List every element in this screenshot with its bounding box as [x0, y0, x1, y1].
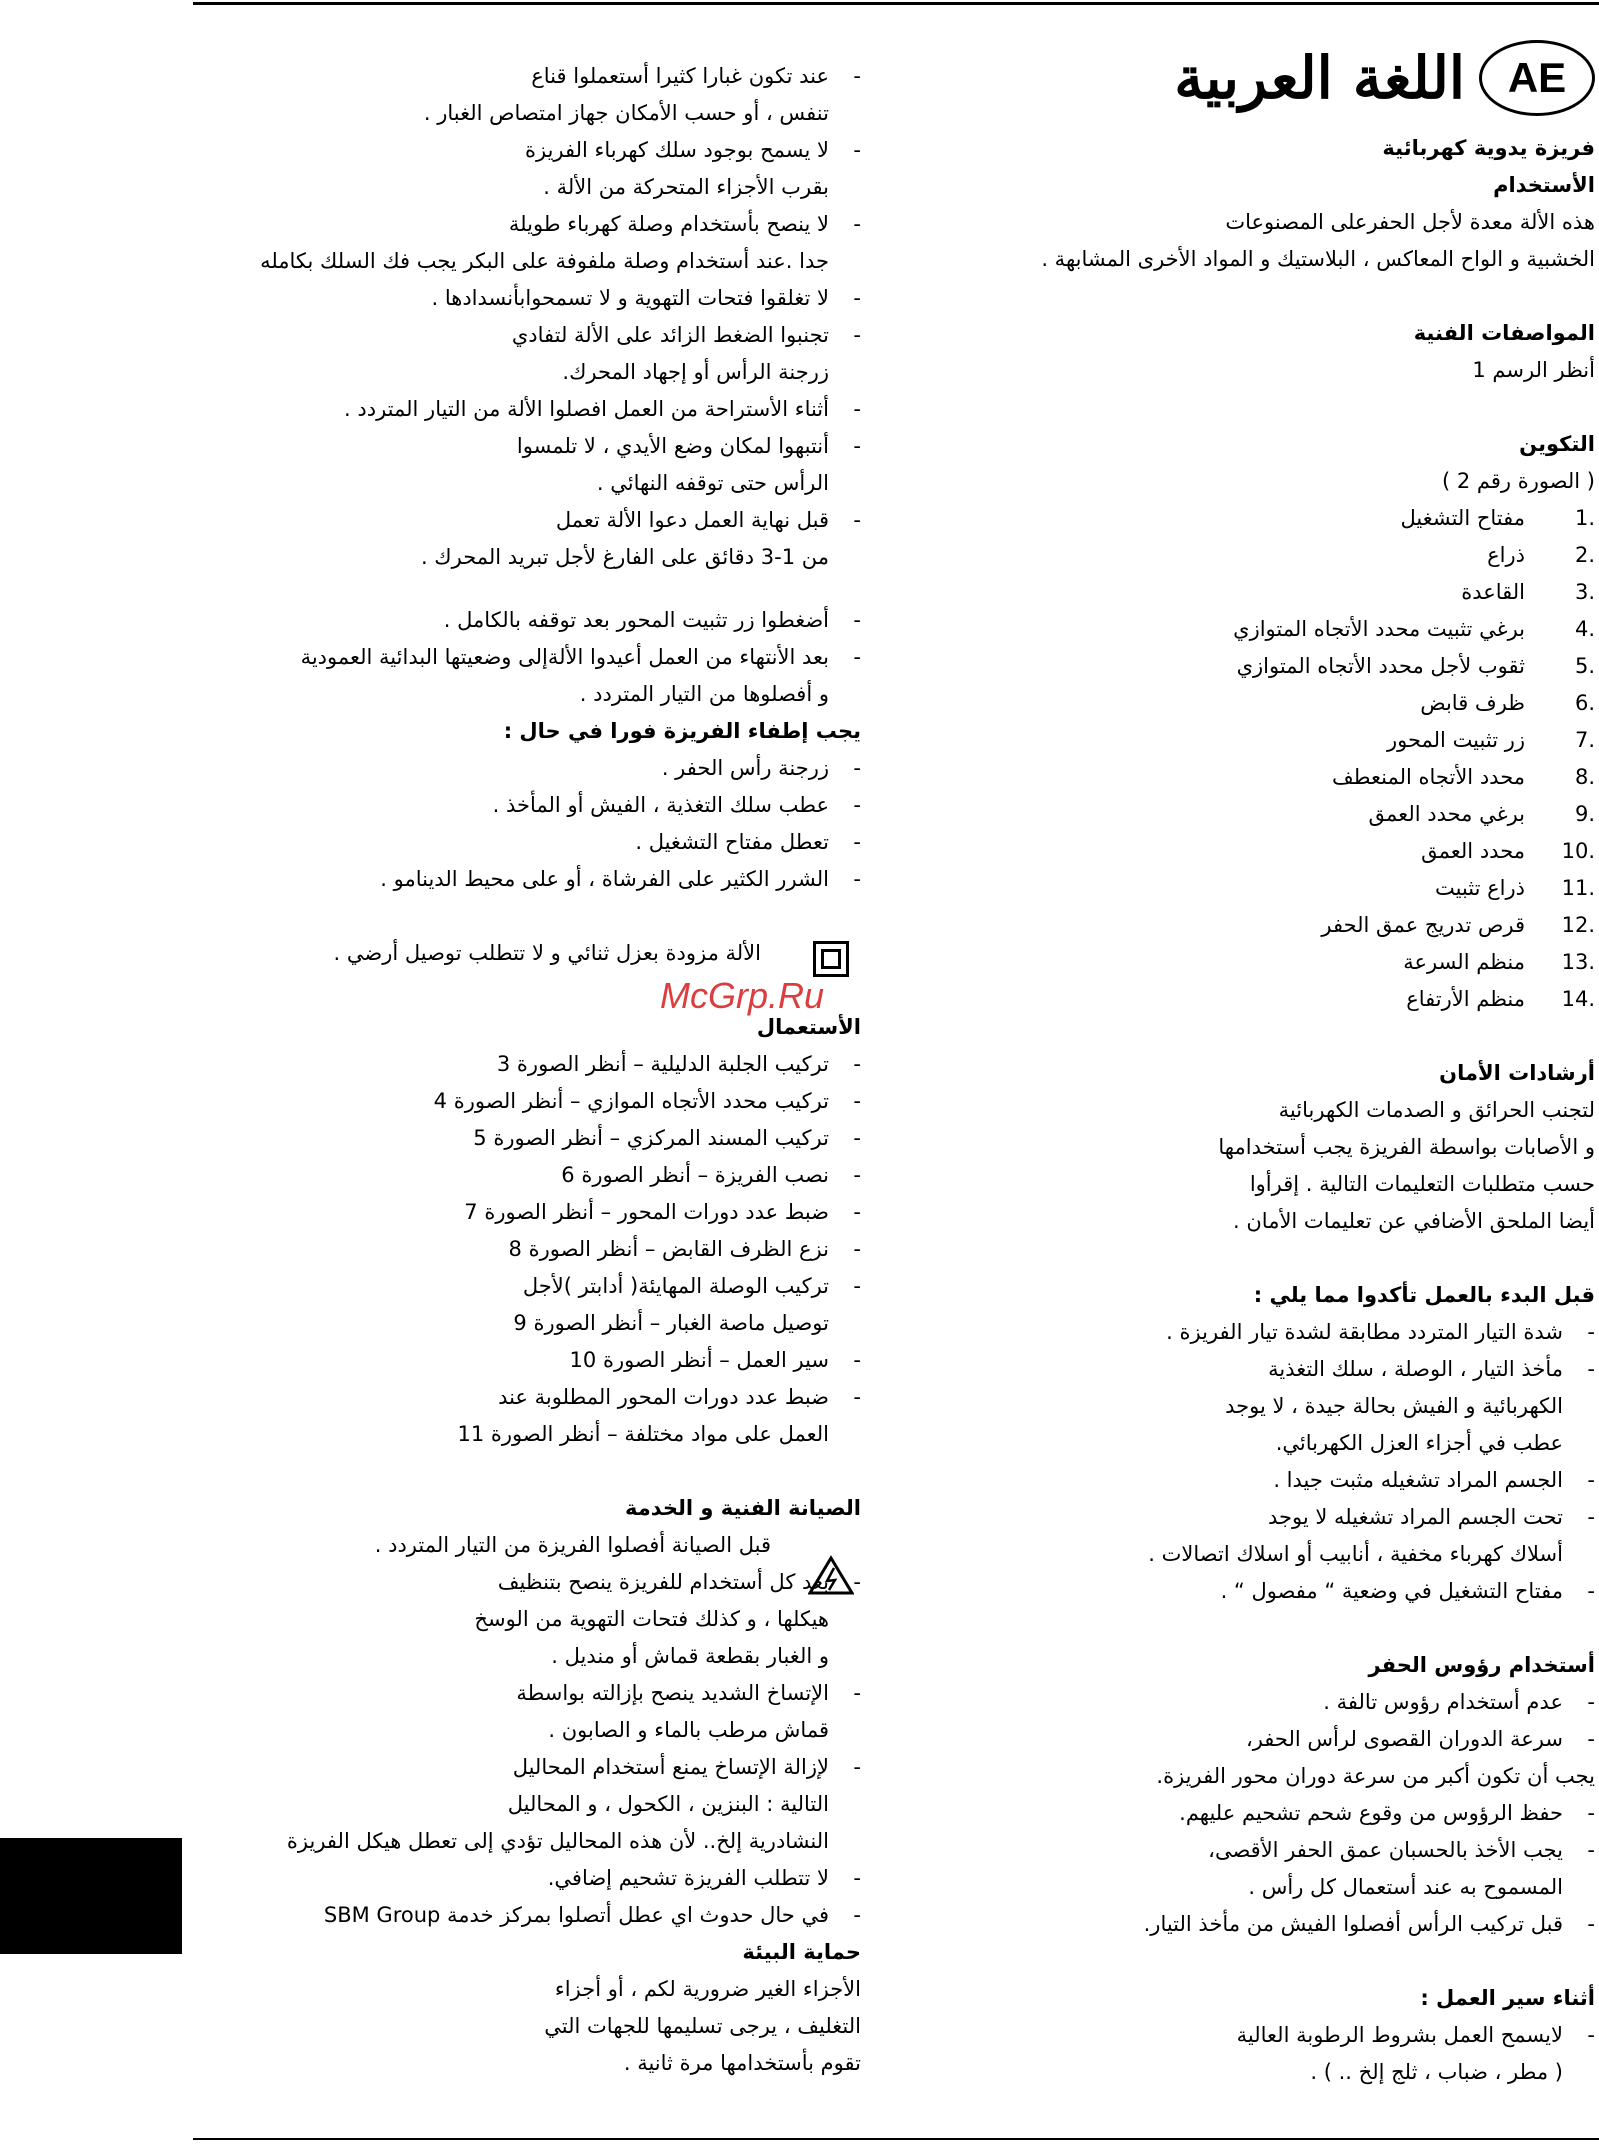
list-item-continuation — [193, 169, 861, 206]
list-item-text: يجب الأخذ بالحسبان عمق الحفر الأقصى، — [1208, 1838, 1563, 1862]
bullet-dash: - — [853, 1089, 861, 1113]
list-item-text: في حال حدوث اي عطل أتصلوا بمركز خدمة SBM Group — [323, 1903, 829, 1927]
during-heading: أثناء سير العمل : — [1420, 1986, 1595, 2010]
text-line-text: التغليف ، يرجى تسليمها للجهات التي — [544, 2014, 861, 2038]
bullet-dash: - — [1587, 2023, 1595, 2047]
part-item — [920, 611, 1595, 648]
list-item-text: نزع الظرف القابض – أنظر الصورة 8 — [508, 1237, 829, 1261]
list-item-continuation — [920, 1536, 1595, 1573]
list-item-continuation — [193, 1786, 861, 1823]
maintenance-warning: قبل الصيانة أفصلوا الفريزة من التيار المتردد . — [374, 1533, 771, 1557]
list-item-text: ضبط عدد دورات المحور – أنظر الصورة 7 — [464, 1200, 829, 1224]
list-item — [193, 602, 861, 639]
list-item-continuation-text: زرجنة الرأس أو إجهاد المحرك. — [562, 360, 829, 384]
part-label: منظم السرعة — [1403, 950, 1525, 974]
list-item-continuation — [193, 1712, 861, 1749]
part-label: قرص تدريج عمق الحفر — [1321, 913, 1525, 937]
title-text: اللغة العربية — [1174, 44, 1465, 112]
list-item — [920, 1499, 1595, 1536]
bullet-dash: - — [853, 756, 861, 780]
list-item-text: أثناء الأستراحة من العمل افصلوا الألة من التيار المتردد . — [344, 397, 829, 421]
bullet-dash: - — [1587, 1727, 1595, 1751]
bits-list — [920, 1684, 1595, 1943]
list-item — [193, 1194, 861, 1231]
item-number: 9. — [1574, 802, 1595, 826]
list-item — [920, 1721, 1595, 1758]
list-item-text: أنتبهوا لمكان وضع الأيدي ، لا تلمسوا — [516, 434, 829, 458]
part-label: محدد الأتجاه المنعطف — [1332, 765, 1525, 789]
item-number: 2. — [1574, 543, 1595, 567]
maintenance-list — [193, 1564, 861, 1934]
part-item — [920, 944, 1595, 981]
list-item-text: زرجنة رأس الحفر . — [661, 756, 829, 780]
part-item — [920, 833, 1595, 870]
list-item-text: شدة التيار المتردد مطابقة لشدة تيار الفريزة . — [1166, 1320, 1563, 1344]
list-item — [193, 1675, 861, 1712]
list-item-text: لإزالة الإتساخ يمنع أستخدام المحاليل — [512, 1755, 829, 1779]
bottom-rule — [193, 2138, 1599, 2140]
list-item — [193, 1860, 861, 1897]
list-item-continuation-text: ( مطر ، ضباب ، ثلج إلخ .. ) . — [1310, 2060, 1563, 2084]
electric-warning-icon — [808, 1555, 854, 1595]
list-item-text: حفظ الرؤوس من وقوع شحم تشحيم عليهم. — [1179, 1801, 1563, 1825]
list-item-continuation-text: يجب أن تكون أكبر من سرعة دوران محور الفريزة. — [1156, 1764, 1595, 1788]
list-item-text: عدم أستخدام رؤوس تالفة . — [1323, 1690, 1563, 1714]
list-item-continuation-text: النشادرية إلخ.. لأن هذه المحاليل تؤدي إلى تعطل هيكل الفريزة — [286, 1829, 829, 1853]
list-item-text: تركيب محدد الأتجاه الموازي – أنظر الصورة 4 — [433, 1089, 829, 1113]
bullet-dash: - — [1587, 1912, 1595, 1936]
list-item-text: الشرر الكثير على الفرشاة ، أو على محيط الدينامو . — [380, 867, 829, 891]
list-item-text: أضغطوا زر تثبيت المحور بعد توقفه بالكامل . — [443, 608, 829, 632]
list-item-text: تعطل مفتاح التشغيل . — [635, 830, 829, 854]
environment-heading: حماية البيئة — [742, 1940, 861, 1964]
list-item — [193, 1083, 861, 1120]
left-column — [193, 58, 861, 2082]
text-line — [193, 1971, 861, 2008]
bullet-dash: - — [1587, 1690, 1595, 1714]
safety-continued-list — [193, 58, 861, 576]
text-line-text: تقوم بأستخدامها مرة ثانية . — [623, 2051, 861, 2075]
list-item-continuation — [193, 539, 861, 576]
item-number: 1. — [1574, 506, 1595, 530]
specs-heading: المواصفات الفنية — [1413, 321, 1595, 345]
item-number: 13. — [1561, 950, 1595, 974]
list-item-continuation-text: تنفس ، أو حسب الأمكان جهاز امتصاص الغبار . — [423, 101, 829, 125]
item-number: 6. — [1574, 691, 1595, 715]
part-item — [920, 648, 1595, 685]
list-item-continuation — [193, 243, 861, 280]
list-item — [193, 206, 861, 243]
text-line — [920, 1092, 1595, 1129]
list-item-text: بعد الأنتهاء من العمل أعيدوا الألةإلى وضعيتها البدائية العمودية — [300, 645, 829, 669]
usage-heading: الأستخدام — [1493, 173, 1595, 197]
item-number: 14. — [1561, 987, 1595, 1011]
item-number: 7. — [1574, 728, 1595, 752]
during-list — [920, 2017, 1595, 2091]
list-item-text: نصب الفريزة – أنظر الصورة 6 — [561, 1163, 829, 1187]
page-tab-marker — [0, 1838, 182, 1954]
part-item — [920, 500, 1595, 537]
list-item-continuation — [193, 354, 861, 391]
bullet-dash: - — [853, 286, 861, 310]
part-label: زر تثبيت المحور — [1386, 728, 1525, 752]
bullet-dash: - — [853, 1903, 861, 1927]
bullet-dash: - — [853, 793, 861, 817]
double-insulation-icon — [813, 941, 849, 977]
safety-text — [920, 1092, 1595, 1240]
list-item — [193, 1157, 861, 1194]
item-number: 10. — [1561, 839, 1595, 863]
text-line-text: حسب متطلبات التعليمات التالية . إقرأوا — [1249, 1172, 1595, 1196]
list-item — [193, 280, 861, 317]
bullet-dash: - — [1587, 1357, 1595, 1381]
list-item-continuation-text: جدا .عند أستخدام وصلة ملفوفة على البكر يجب فك السلك بكامله — [260, 249, 829, 273]
list-item-continuation-text: المسموح به عند أستعمال كل رأس . — [1248, 1875, 1563, 1899]
bullet-dash: - — [1587, 1505, 1595, 1529]
part-label: مفتاح التشغيل — [1400, 506, 1525, 530]
part-label: ثقوب لأجل محدد الأتجاه المتوازي — [1236, 654, 1525, 678]
bullet-dash: - — [853, 1681, 861, 1705]
list-item — [193, 787, 861, 824]
list-item-text: لا تتطلب الفريزة تشحيم إضافي. — [547, 1866, 829, 1890]
use-list — [193, 1046, 861, 1453]
list-item-continuation — [193, 676, 861, 713]
list-item-text: عند تكون غبارا كثيرا أستعملوا قناع — [531, 64, 829, 88]
list-item-continuation-text: الرأس حتى توقفه النهائي . — [596, 471, 829, 495]
part-item — [920, 796, 1595, 833]
list-item — [193, 1231, 861, 1268]
list-item-text: قبل نهاية العمل دعوا الألة تعمل — [555, 508, 829, 532]
bullet-dash: - — [853, 830, 861, 854]
part-label: ذراع — [1487, 543, 1525, 567]
list-item — [193, 1749, 861, 1786]
list-item — [193, 1342, 861, 1379]
list-item-text: لا يسمح بوجود سلك كهرباء الفريزة — [524, 138, 829, 162]
part-item — [920, 907, 1595, 944]
list-item-continuation — [193, 1416, 861, 1453]
bullet-dash: - — [853, 434, 861, 458]
bullet-dash: - — [1587, 1579, 1595, 1603]
usage-line: هذه الألة معدة لأجل الحفرعلى المصنوعات — [1225, 210, 1595, 234]
text-line — [193, 2008, 861, 2045]
maintenance-heading: الصيانة الفنية و الخدمة — [624, 1496, 861, 1520]
specs-line: أنظر الرسم 1 — [1472, 358, 1595, 382]
bits-heading: أستخدام رؤوس الحفر — [1368, 1653, 1595, 1677]
text-line-text: و الأصابات بواسطة الفريزة يجب أستخدامها — [1218, 1135, 1595, 1159]
item-number: 11. — [1561, 876, 1595, 900]
stop-list — [193, 750, 861, 898]
part-item — [920, 574, 1595, 611]
part-label: برغي محدد العمق — [1368, 802, 1525, 826]
bullet-dash: - — [853, 1163, 861, 1187]
list-item — [920, 1684, 1595, 1721]
list-item-continuation — [193, 1305, 861, 1342]
list-item-text: تحت الجسم المراد تشغيله لا يوجد — [1268, 1505, 1563, 1529]
part-label: منظم الأرتفاع — [1406, 987, 1525, 1011]
bullet-dash: - — [853, 508, 861, 532]
usage-line: الخشبية و الواح المعاكس ، البلاستيك و المواد الأخرى المشابهة . — [1041, 247, 1595, 271]
list-item-text: مأخذ التيار ، الوصلة ، سلك التغذية — [1268, 1357, 1563, 1381]
list-item-continuation-text: بقرب الأجزاء المتحركة من الألة . — [543, 175, 829, 199]
bullet-dash: - — [853, 212, 861, 236]
part-label: ذراع تثبيت — [1434, 876, 1525, 900]
list-item — [193, 428, 861, 465]
list-item — [193, 1897, 861, 1934]
item-number: 4. — [1574, 617, 1595, 641]
list-item-continuation-text: أسلاك كهرباء مخفية ، أنابيب أو اسلاك اتصالات . — [1148, 1542, 1563, 1566]
parts-list — [920, 500, 1595, 1018]
list-item-continuation — [193, 95, 861, 132]
bullet-dash: - — [1587, 1838, 1595, 1862]
list-item — [193, 824, 861, 861]
item-number: 8. — [1574, 765, 1595, 789]
bullet-dash: - — [853, 1755, 861, 1779]
list-item-continuation — [920, 1869, 1595, 1906]
config-heading: التكوين — [1519, 432, 1595, 456]
part-item — [920, 981, 1595, 1018]
list-item — [920, 1795, 1595, 1832]
list-item — [920, 1573, 1595, 1610]
item-number: 3. — [1574, 580, 1595, 604]
list-item — [193, 317, 861, 354]
safety-continued-list-2 — [193, 602, 861, 713]
bullet-dash: - — [853, 323, 861, 347]
list-item-continuation — [920, 1388, 1595, 1425]
use-heading: الأستعمال — [756, 1015, 861, 1039]
before-heading: قبل البدء بالعمل تأكدوا مما يلي : — [1253, 1283, 1595, 1307]
item-number: 5. — [1574, 654, 1595, 678]
bullet-dash: - — [1587, 1320, 1595, 1344]
list-item-continuation-text: قماش مرطب بالماء و الصابون . — [548, 1718, 829, 1742]
bullet-dash: - — [853, 1348, 861, 1372]
part-label: ظرف قابض — [1420, 691, 1525, 715]
list-item-continuation-text: توصيل ماصة الغبار – أنظر الصورة 9 — [513, 1311, 829, 1335]
list-item-text: الإتساخ الشديد ينصح بإزالته بواسطة — [516, 1681, 829, 1705]
top-rule — [193, 2, 1599, 5]
list-item-text: عطب سلك التغذية ، الفيش أو المأخذ . — [492, 793, 829, 817]
part-item — [920, 870, 1595, 907]
list-item — [920, 2017, 1595, 2054]
list-item-text: لا تغلقوا فتحات التهوية و لا تسمحوابأنسدادها . — [431, 286, 829, 310]
list-item-continuation — [920, 2054, 1595, 2091]
list-item-text: بعد كل أستخدام للفريزة ينصح بتنظيف — [497, 1570, 829, 1594]
text-line — [920, 1166, 1595, 1203]
list-item-continuation-text: العمل على مواد مختلفة – أنظر الصورة 11 — [457, 1422, 829, 1446]
bullet-dash: - — [853, 867, 861, 891]
list-item — [193, 1046, 861, 1083]
text-line-text: الأجزاء الغير ضرورية لكم ، أو أجزاء — [554, 1977, 861, 2001]
item-number: 12. — [1561, 913, 1595, 937]
list-item-continuation — [920, 1425, 1595, 1462]
page-title — [1174, 40, 1595, 116]
list-item — [193, 861, 861, 898]
list-item — [193, 132, 861, 169]
list-item-continuation-text: عطب في أجزاء العزل الكهربائي. — [1275, 1431, 1563, 1455]
list-item-continuation-text: هيكلها ، و كذلك فتحات التهوية من الوسخ — [474, 1607, 829, 1631]
list-item-continuation — [920, 1758, 1595, 1795]
bullet-dash: - — [853, 1237, 861, 1261]
list-item-text: تجنبوا الضغط الزائد على الألة لتفادي — [511, 323, 829, 347]
bullet-dash: - — [853, 1274, 861, 1298]
list-item-continuation — [193, 465, 861, 502]
list-item-text: تركيب الجلبة الدليلية – أنظر الصورة 3 — [496, 1052, 829, 1076]
list-item — [193, 502, 861, 539]
right-column — [920, 130, 1595, 2091]
list-item — [193, 1564, 861, 1601]
list-item-continuation — [193, 1601, 861, 1638]
list-item-text: الجسم المراد تشغيله مثبت جيدا . — [1273, 1468, 1563, 1492]
list-item — [920, 1314, 1595, 1351]
product-title: فريزة يدوية كهربائية — [1382, 136, 1595, 160]
part-label: القاعدة — [1461, 580, 1525, 604]
safety-heading: أرشادات الأمان — [1439, 1061, 1595, 1085]
list-item-text: تركيب الوصلة المهايئة( أدابتر )لأجل — [522, 1274, 829, 1298]
bullet-dash: - — [1587, 1468, 1595, 1492]
list-item-continuation-text: الكهربائية و الفيش بحالة جيدة ، لا يوجد — [1225, 1394, 1563, 1418]
part-label: محدد العمق — [1421, 839, 1525, 863]
list-item — [193, 1120, 861, 1157]
list-item — [193, 391, 861, 428]
bullet-dash: - — [853, 1200, 861, 1224]
text-line — [920, 1203, 1595, 1240]
list-item-continuation-text: و الغبار بقطعة قماش أو منديل . — [551, 1644, 829, 1668]
watermark: McGrp.Ru — [660, 975, 825, 1016]
part-item — [920, 537, 1595, 574]
language-badge: AE — [1479, 40, 1595, 116]
list-item — [920, 1906, 1595, 1943]
list-item — [920, 1351, 1595, 1388]
bullet-dash: - — [1587, 1801, 1595, 1825]
text-line-text: أيضا الملحق الأضافي عن تعليمات الأمان . — [1233, 1209, 1595, 1233]
text-line — [193, 2045, 861, 2082]
insulation-note: الألة مزودة بعزل ثنائي و لا تتطلب توصيل أرضي . — [333, 941, 761, 965]
list-item — [920, 1832, 1595, 1869]
bullet-dash: - — [853, 1126, 861, 1150]
text-line-text: لتجنب الحرائق و الصدمات الكهربائية — [1278, 1098, 1595, 1122]
bullet-dash: - — [853, 608, 861, 632]
bullet-dash: - — [853, 1052, 861, 1076]
list-item-text: قبل تركيب الرأس أفصلوا الفيش من مأخذ التيار. — [1143, 1912, 1563, 1936]
part-item — [920, 759, 1595, 796]
bullet-dash: - — [853, 1866, 861, 1890]
list-item — [193, 750, 861, 787]
list-item — [193, 639, 861, 676]
list-item — [193, 1379, 861, 1416]
list-item-text: لايسمح العمل بشروط الرطوبة العالية — [1236, 2023, 1563, 2047]
bullet-dash: - — [853, 645, 861, 669]
list-item-continuation-text: من 1-3 دقائق على الفارغ لأجل تبريد المحرك . — [420, 545, 829, 569]
list-item-text: سير العمل – أنظر الصورة 10 — [569, 1348, 829, 1372]
part-item — [920, 722, 1595, 759]
text-line — [920, 1129, 1595, 1166]
list-item-continuation — [193, 1823, 861, 1860]
list-item-text: تركيب المسند المركزي – أنظر الصورة 5 — [473, 1126, 829, 1150]
part-label: برغي تثبيت محدد الأتجاه المتوازي — [1233, 617, 1525, 641]
list-item-text: ضبط عدد دورات المحور المطلوبة عند — [498, 1385, 829, 1409]
list-item-continuation-text: و أفصلوها من التيار المتردد . — [579, 682, 829, 706]
list-item-text: سرعة الدوران القصوى لرأس الحفر، — [1245, 1727, 1563, 1751]
stop-heading: يجب إطفاء الفريزة فورا في حال : — [503, 719, 861, 743]
bullet-dash: - — [853, 1570, 861, 1594]
list-item-text: لا ينصح بأستخدام وصلة كهرباء طويلة — [508, 212, 829, 236]
config-sub: ( الصورة رقم 2 ) — [1441, 469, 1595, 493]
part-item — [920, 685, 1595, 722]
list-item — [193, 58, 861, 95]
list-item-continuation — [193, 1638, 861, 1675]
bullet-dash: - — [853, 64, 861, 88]
list-item — [920, 1462, 1595, 1499]
environment-text — [193, 1971, 861, 2082]
bullet-dash: - — [853, 1385, 861, 1409]
list-item-continuation-text: التالية : البنزين ، الكحول ، و المحاليل — [507, 1792, 829, 1816]
bullet-dash: - — [853, 397, 861, 421]
before-list — [920, 1314, 1595, 1610]
bullet-dash: - — [853, 138, 861, 162]
list-item-text: مفتاح التشغيل في وضعية “ مفصول “ . — [1220, 1579, 1563, 1603]
list-item — [193, 1268, 861, 1305]
